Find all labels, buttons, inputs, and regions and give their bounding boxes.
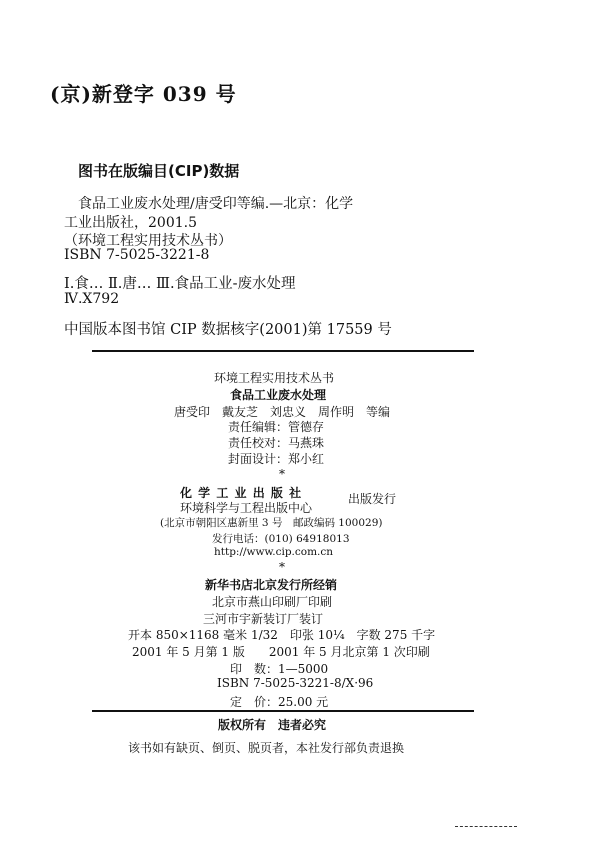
responsible-editor: 责任编辑：管德存 — [228, 420, 325, 434]
registration-number: (京)新登字 039 号 — [50, 82, 237, 106]
cip-line-1: 食品工业废水处理/唐受印等编.—北京：化学 — [78, 196, 354, 212]
cip-subjects: Ⅰ.食… Ⅱ.唐… Ⅲ.食品工业-废水处理 — [64, 276, 296, 292]
print-run: 印 数：1—5000 — [230, 662, 329, 676]
top-divider — [92, 350, 474, 352]
page-edge-mark — [455, 826, 517, 827]
authors: 唐受印 戴友芝 刘忠义 周作明 等编 — [174, 405, 391, 419]
publisher-center: 环境科学与工程出版中心 — [180, 501, 313, 515]
book-format: 开本 850×1168 毫米 1/32 印张 10¼ 字数 275 千字 — [128, 628, 436, 642]
cover-designer: 封面设计：郑小红 — [228, 452, 325, 466]
binder: 三河市宇新装订厂装订 — [203, 612, 324, 626]
proofreader: 责任校对：马燕珠 — [228, 436, 325, 450]
book-title: 食品工业废水处理 — [230, 388, 327, 402]
printer: 北京市燕山印刷厂印刷 — [212, 595, 333, 609]
return-notice: 该书如有缺页、倒页、脱页者，本社发行部负责退换 — [128, 741, 405, 755]
cip-verification: 中国版本图书馆 CIP 数据核字(2001)第 17559 号 — [64, 322, 392, 338]
isbn-full: ISBN 7-5025-3221-8/X·96 — [217, 676, 374, 690]
separator-star: * — [279, 467, 285, 481]
publisher-name: 化 学 工 业 出 版 社 — [180, 486, 303, 500]
distribution-phone: 发行电话：(010) 64918013 — [212, 533, 350, 545]
copyright-notice: 版权所有 违者必究 — [218, 718, 327, 732]
publisher-address: (北京市朝阳区惠新里 3 号 邮政编码 100029) — [160, 517, 383, 529]
cip-line-2: 工业出版社，2001.5 — [64, 215, 197, 231]
separator-star-2: * — [279, 560, 285, 574]
series-name: 环境工程实用技术丛书 — [214, 371, 335, 385]
publisher-url: http://www.cip.com.cn — [214, 546, 334, 558]
cip-heading: 图书在版编目(CIP)数据 — [78, 162, 240, 180]
distributor: 新华书店北京发行所经销 — [205, 578, 338, 592]
cip-classification: Ⅳ.X792 — [64, 291, 120, 307]
price: 定 价：25.00 元 — [230, 695, 329, 709]
edition-info: 2001 年 5 月第 1 版 2001 年 5 月北京第 1 次印刷 — [132, 645, 430, 659]
bottom-divider — [92, 710, 474, 712]
cip-line-4: ISBN 7-5025-3221-8 — [64, 247, 210, 263]
cip-line-3: （环境工程实用技术丛书） — [64, 233, 232, 249]
publisher-role: 出版发行 — [348, 492, 397, 506]
